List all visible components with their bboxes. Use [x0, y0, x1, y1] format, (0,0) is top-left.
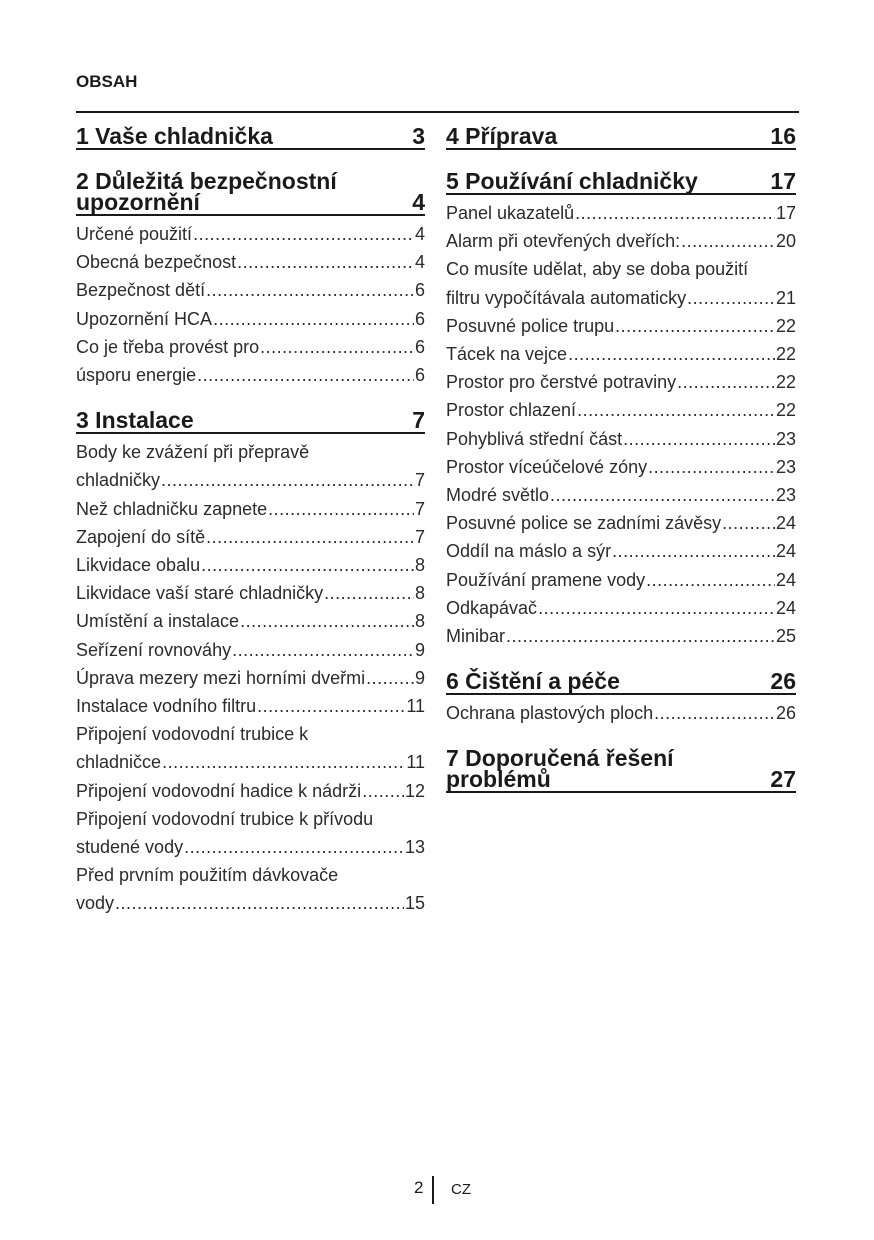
entry-page-number: 6 [414, 308, 425, 329]
section-title: 3 Instalace [76, 407, 194, 434]
toc-entry[interactable] [76, 276, 425, 304]
dot-leader [615, 312, 775, 340]
entry-page-number: 23 [775, 485, 796, 506]
entry-page-number: 8 [414, 611, 425, 632]
entry-row [446, 396, 796, 424]
entry-page-number: 9 [414, 639, 425, 660]
entry-text-first-line: Body ke zvážení při přepravě [76, 442, 310, 463]
entry-text-first-line: Co musíte udělat, aby se doba použití [446, 259, 749, 280]
toc-entry[interactable] [76, 692, 425, 720]
entry-page-number: 21 [775, 287, 796, 308]
entry-text: Modré světlo [446, 485, 550, 506]
entry-row [76, 833, 425, 861]
entry-page-number: 11 [406, 752, 425, 773]
entry-row [76, 276, 425, 304]
toc-section [76, 123, 425, 150]
entry-page-number: 4 [414, 252, 425, 273]
entry-text: Upozornění HCA [76, 308, 213, 329]
entry-text: Alarm při otevřených dveřích: [446, 231, 681, 252]
entry-page-number: 24 [775, 541, 796, 562]
dot-leader [623, 425, 775, 453]
toc-entry[interactable] [446, 255, 796, 311]
entry-page-number: 11 [406, 696, 425, 717]
toc-entry[interactable] [76, 220, 425, 248]
toc-entry[interactable] [76, 636, 425, 664]
entry-text: Úprava mezery mezi horními dveřmi [76, 667, 366, 688]
section-page-number: 4 [412, 189, 425, 215]
dot-leader [506, 622, 775, 650]
entry-row [446, 199, 796, 227]
toc-section [446, 168, 796, 650]
section-heading [76, 407, 425, 434]
entry-page-number: 23 [775, 456, 796, 477]
dot-leader [568, 340, 775, 368]
section-title: 7 Doporučená řešení problémů [446, 745, 674, 793]
entry-text: Určené použití [76, 224, 193, 244]
toc-entry[interactable] [446, 537, 796, 565]
entry-text: úsporu energie [76, 365, 197, 386]
entry-page-number: 22 [775, 344, 796, 365]
toc-section [76, 407, 425, 917]
entry-page-number: 6 [414, 365, 425, 386]
entry-list [446, 699, 796, 727]
dot-leader [213, 305, 414, 333]
page-title: OBSAH [76, 72, 138, 91]
entry-page-number: 17 [775, 203, 796, 223]
entry-row [446, 699, 796, 727]
section-page-number: 17 [770, 168, 796, 194]
entry-page-number: 23 [775, 428, 796, 449]
entry-row [76, 692, 425, 720]
toc-entry[interactable] [446, 566, 796, 594]
entry-row [446, 368, 796, 396]
entry-text-first-line: Připojení vodovodní trubice k [76, 724, 309, 745]
entry-text: Posuvné police se zadními závěsy [446, 513, 722, 534]
entry-text: Minibar [446, 626, 506, 647]
entry-row [446, 340, 796, 368]
dot-leader [260, 333, 414, 361]
toc-entry[interactable] [76, 664, 425, 692]
entry-page-number: 25 [775, 626, 796, 647]
footer-divider [432, 1176, 434, 1204]
entry-row [446, 425, 796, 453]
toc-left-column [76, 123, 425, 939]
section-heading [446, 745, 796, 793]
dot-leader [324, 579, 414, 607]
entry-page-number: 15 [404, 893, 425, 914]
dot-leader [648, 453, 775, 481]
section-heading [446, 123, 796, 150]
entry-text: Instalace vodního filtru [76, 696, 257, 717]
entry-text: chladničce [76, 752, 162, 773]
entry-text: Umístění a instalace [76, 611, 240, 632]
dot-leader [646, 566, 775, 594]
entry-text: Posuvné police trupu [446, 315, 615, 336]
section-title: 1 Vaše chladnička [76, 123, 273, 149]
entry-text: Bezpečnost dětí [76, 280, 206, 301]
entry-row [76, 579, 425, 607]
toc-entry[interactable] [446, 622, 796, 650]
entry-row [446, 594, 796, 622]
toc-entry[interactable] [446, 368, 796, 396]
toc-entry[interactable] [446, 594, 796, 622]
toc-entry[interactable] [76, 438, 425, 494]
entry-page-number: 24 [775, 569, 796, 590]
entry-row [76, 748, 425, 776]
entry-row [76, 607, 425, 635]
toc-entry[interactable] [446, 227, 796, 255]
toc-entry[interactable] [76, 495, 425, 523]
dot-leader [237, 248, 414, 276]
entry-page-number: 6 [414, 336, 425, 357]
dot-leader [362, 777, 404, 805]
toc-section [76, 168, 425, 389]
dot-leader [687, 284, 775, 312]
entry-row [446, 622, 796, 650]
dot-leader [722, 509, 775, 537]
entry-row [76, 664, 425, 692]
entry-row [446, 284, 796, 312]
dot-leader [654, 699, 775, 727]
entry-text: Tácek na vejce [446, 344, 568, 365]
toc-section [446, 745, 796, 793]
dot-leader [193, 220, 414, 248]
section-title: 5 Používání chladničky [446, 168, 698, 194]
entry-page-number: 7 [414, 526, 425, 547]
section-page-number: 16 [770, 123, 796, 149]
entry-row [76, 466, 425, 494]
dot-leader [162, 748, 405, 776]
entry-text: Seřízení rovnováhy [76, 639, 232, 660]
entry-page-number: 22 [775, 400, 796, 421]
dot-leader [232, 636, 414, 664]
entry-text: Zapojení do sítě [76, 526, 206, 547]
entry-row [446, 227, 796, 255]
entry-text: Obecná bezpečnost [76, 252, 237, 273]
section-title: 2 Důležitá bezpečnostní upozornění [76, 168, 337, 215]
entry-list [76, 220, 425, 389]
toc-entry[interactable] [446, 425, 796, 453]
toc-entry[interactable] [446, 340, 796, 368]
entry-row [76, 361, 425, 389]
toc-entry[interactable] [76, 720, 425, 776]
entry-page-number: 12 [404, 780, 425, 801]
entry-page-number: 6 [414, 280, 425, 301]
page-footer [0, 1176, 874, 1204]
toc-entry[interactable] [76, 248, 425, 276]
toc-entry[interactable] [76, 305, 425, 333]
entry-text: Používání pramene vody [446, 569, 646, 590]
entry-text: Připojení vodovodní hadice k nádrži [76, 780, 362, 801]
toc-entry[interactable] [446, 199, 796, 227]
section-heading [76, 123, 425, 150]
entry-row [76, 333, 425, 361]
dot-leader [681, 227, 775, 255]
toc-entry[interactable] [76, 607, 425, 635]
entry-text: Ochrana plastových ploch [446, 703, 654, 724]
entry-text: Panel ukazatelů [446, 203, 575, 223]
toc-entry[interactable] [446, 312, 796, 340]
entry-text: chladničky [76, 470, 161, 491]
section-page-number: 7 [412, 407, 425, 434]
dot-leader [612, 537, 775, 565]
entry-list [446, 199, 796, 650]
dot-leader [366, 664, 414, 692]
entry-row [446, 312, 796, 340]
entry-text: Likvidace obalu [76, 555, 201, 576]
dot-leader [201, 551, 414, 579]
entry-page-number: 24 [775, 513, 796, 534]
entry-row [446, 566, 796, 594]
dot-leader [197, 361, 414, 389]
entry-page-number: 8 [414, 583, 425, 604]
section-heading [76, 168, 425, 216]
entry-page-number: 7 [414, 470, 425, 491]
dot-leader [257, 692, 405, 720]
entry-text: Prostor chlazení [446, 400, 577, 421]
entry-page-number: 9 [414, 667, 425, 688]
entry-text: Oddíl na máslo a sýr [446, 541, 612, 562]
entry-text: Odkapávač [446, 597, 538, 618]
section-heading [446, 668, 796, 695]
top-divider [76, 111, 799, 113]
entry-text: studené vody [76, 837, 184, 858]
section-title: 6 Čištění a péče [446, 668, 620, 695]
entry-row [446, 509, 796, 537]
footer-page-number: 2 [414, 1178, 424, 1197]
entry-text-first-line: Před prvním použitím dávkovače [76, 865, 339, 886]
dot-leader [206, 523, 414, 551]
entry-row [76, 636, 425, 664]
entry-page-number: 7 [414, 498, 425, 519]
dot-leader [677, 368, 775, 396]
section-title: 4 Příprava [446, 123, 558, 149]
toc-entry[interactable] [76, 777, 425, 805]
dot-leader [550, 481, 775, 509]
entry-page-number: 26 [775, 703, 796, 724]
toc-entry[interactable] [76, 333, 425, 361]
entry-text: Likvidace vaší staré chladničky [76, 583, 324, 604]
toc-entry[interactable] [446, 396, 796, 424]
section-heading [446, 168, 796, 195]
toc-entry[interactable] [76, 551, 425, 579]
dot-leader [538, 594, 775, 622]
toc-entry[interactable] [446, 453, 796, 481]
dot-leader [575, 199, 775, 227]
entry-row [76, 305, 425, 333]
toc-right-column [446, 123, 796, 814]
entry-page-number: 22 [775, 315, 796, 336]
footer-language: CZ [451, 1181, 471, 1198]
toc-entry[interactable] [76, 805, 425, 861]
toc-entry[interactable] [76, 361, 425, 389]
entry-text: Než chladničku zapnete [76, 498, 268, 519]
dot-leader [577, 396, 775, 424]
entry-row [446, 453, 796, 481]
toc-entry[interactable] [446, 509, 796, 537]
entry-page-number: 13 [404, 837, 425, 858]
entry-list [76, 438, 425, 917]
entry-page-number: 22 [775, 372, 796, 393]
toc-section [446, 668, 796, 727]
entry-text: Pohyblivá střední část [446, 428, 623, 449]
entry-row [446, 481, 796, 509]
dot-leader [268, 495, 414, 523]
section-page-number: 27 [770, 766, 796, 793]
entry-page-number: 4 [414, 224, 425, 244]
entry-row [446, 537, 796, 565]
dot-leader [240, 607, 414, 635]
entry-page-number: 24 [775, 597, 796, 618]
entry-row [76, 777, 425, 805]
toc-section [446, 123, 796, 150]
toc-entry[interactable] [76, 523, 425, 551]
entry-text: Co je třeba provést pro [76, 336, 260, 357]
dot-leader [206, 276, 414, 304]
entry-text: Prostor víceúčelové zóny [446, 456, 648, 477]
entry-page-number: 8 [414, 555, 425, 576]
entry-text: vody [76, 893, 115, 914]
entry-row [76, 220, 425, 248]
toc-entry[interactable] [76, 861, 425, 917]
entry-row [76, 495, 425, 523]
dot-leader [161, 466, 414, 494]
entry-row [76, 889, 425, 917]
section-page-number: 3 [412, 123, 425, 149]
entry-row [76, 523, 425, 551]
entry-row [76, 551, 425, 579]
section-page-number: 26 [770, 668, 796, 695]
toc-entry[interactable] [76, 579, 425, 607]
entry-page-number: 20 [775, 231, 796, 252]
entry-text: Prostor pro čerstvé potraviny [446, 372, 677, 393]
entry-text-first-line: Připojení vodovodní trubice k přívodu [76, 808, 374, 829]
dot-leader [115, 889, 404, 917]
entry-row [76, 248, 425, 276]
dot-leader [184, 833, 404, 861]
toc-entry[interactable] [446, 699, 796, 727]
entry-text: filtru vypočítávala automaticky [446, 287, 687, 308]
toc-entry[interactable] [446, 481, 796, 509]
